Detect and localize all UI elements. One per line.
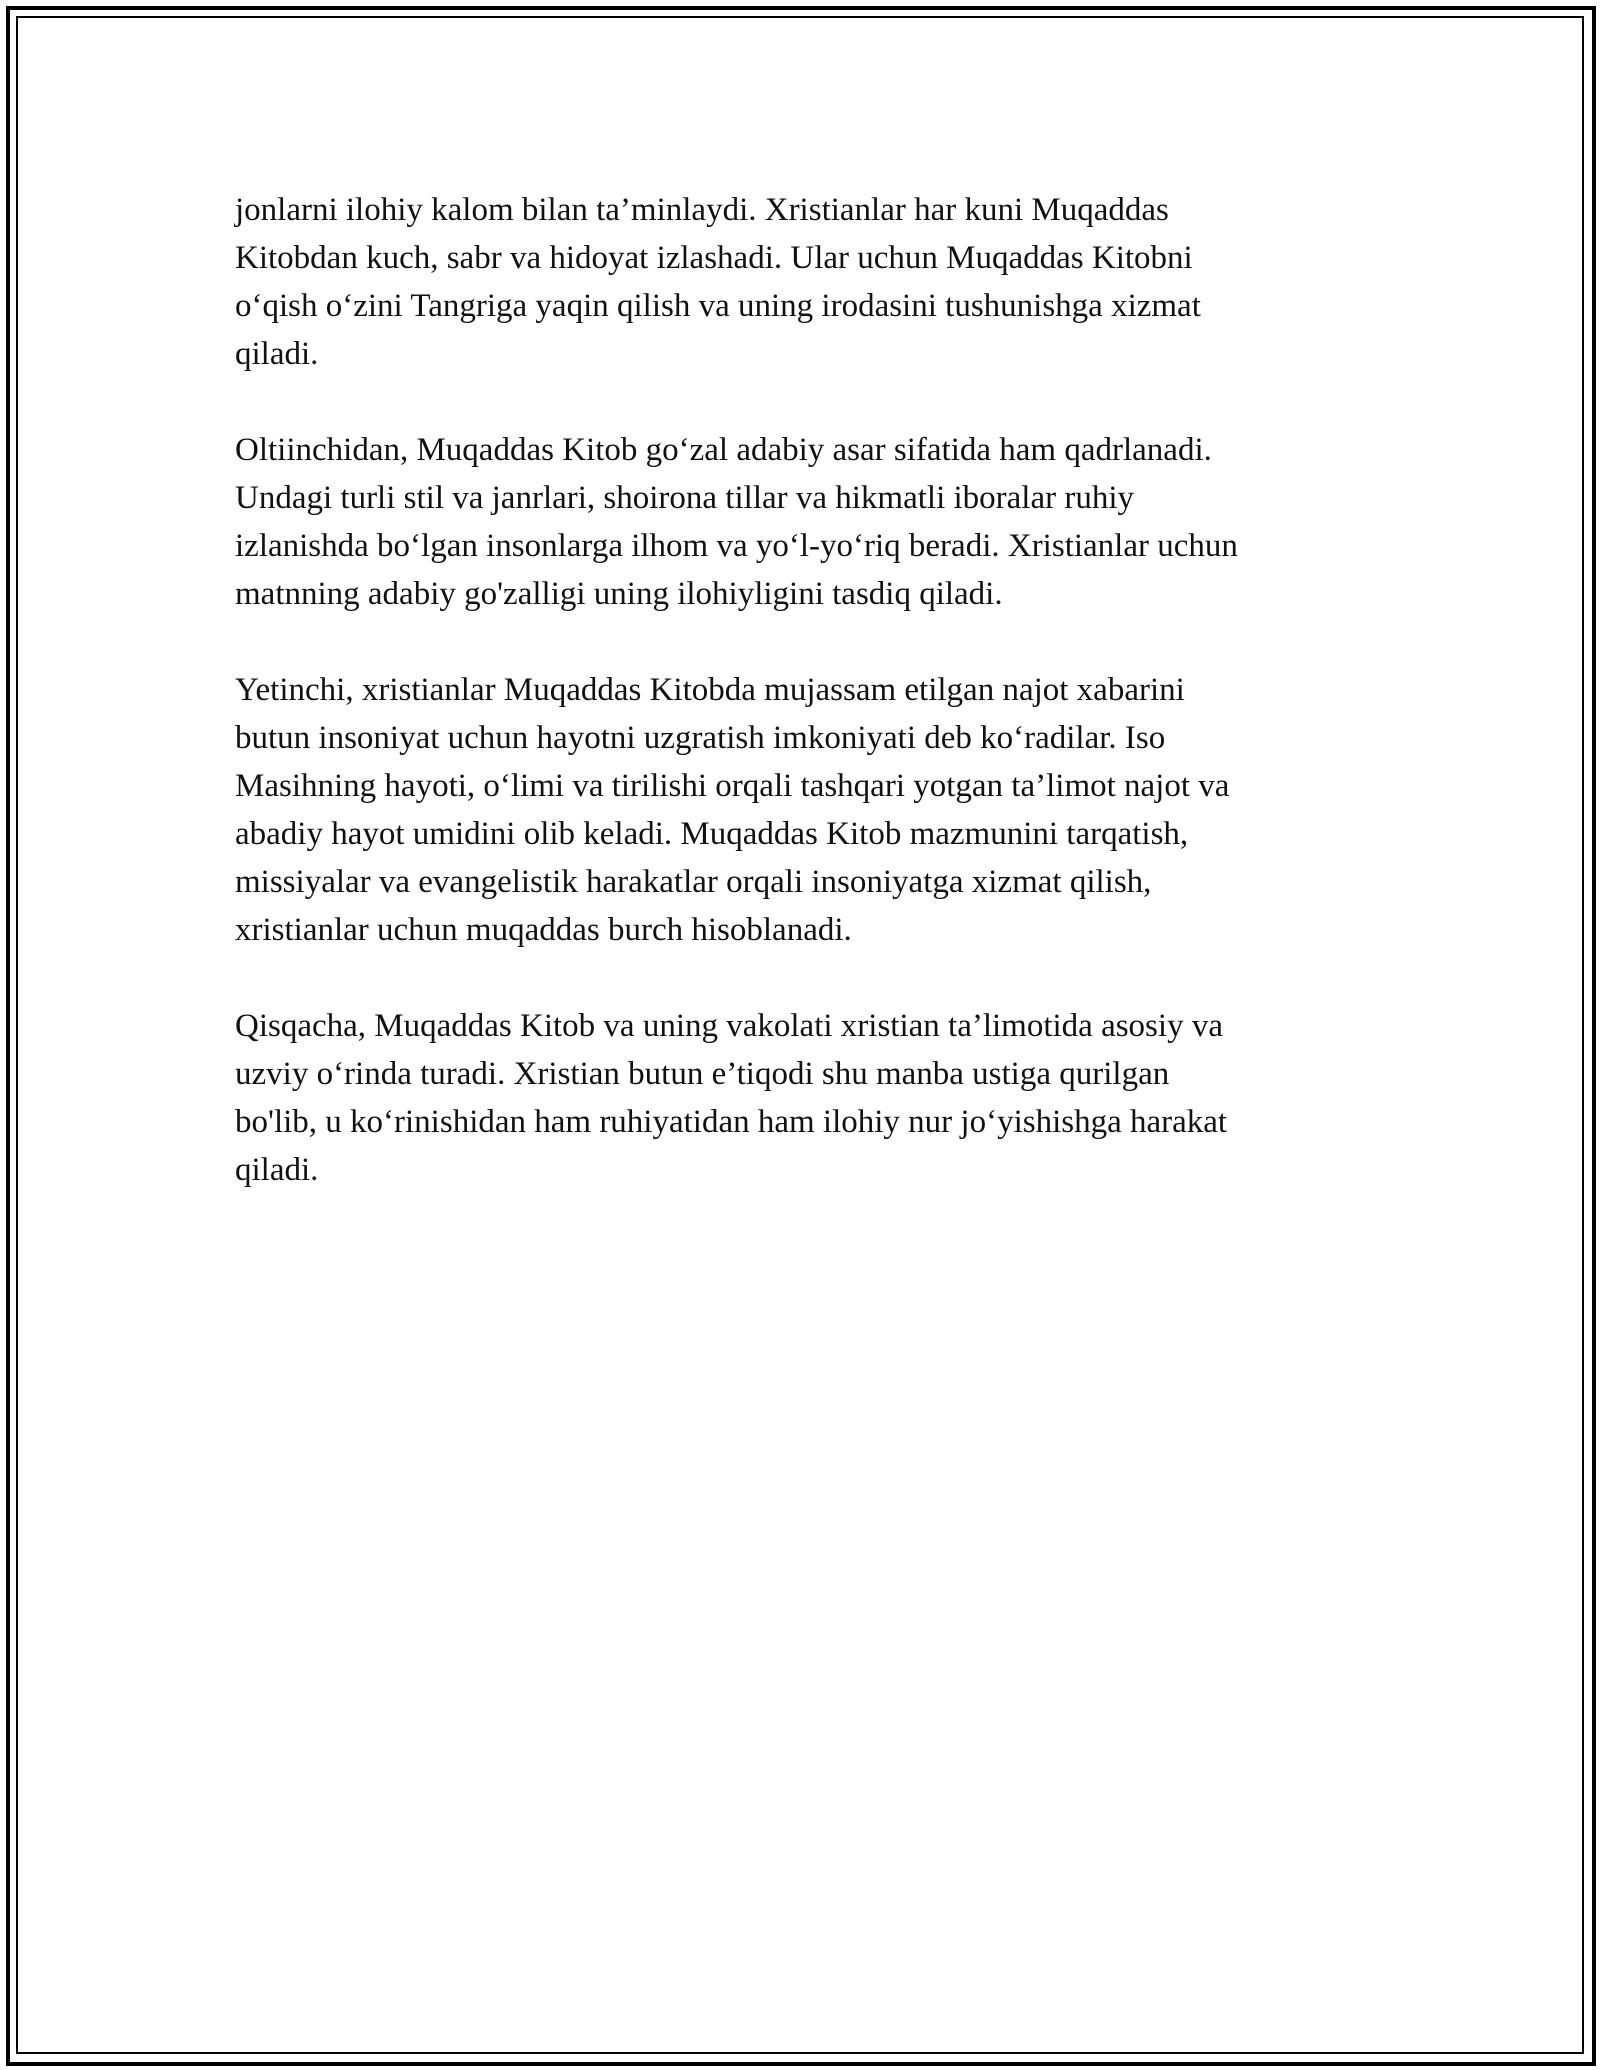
text-line: abadiy hayot umidini olib keladi. Muqaddas Kitob mazmunini tarqatish, (235, 816, 1189, 852)
text-line: Kitobdan kuch, sabr va hidoyat izlashadi. Ular uchun Muqaddas Kitobni (235, 240, 1193, 276)
text-line: jonlarni ilohiy kalom bilan ta’minlaydi. Xristianlar har kuni Muqaddas (235, 192, 1169, 228)
paragraph-3 (235, 666, 1365, 954)
text-line: Undagi turli stil va janrlari, shoirona tillar va hikmatli iboralar ruhiy (235, 480, 1135, 516)
text-line: izlanishda bo‘lgan insonlarga ilhom va yo‘l-yo‘riq beradi. Xristianlar uchun (235, 528, 1238, 564)
text-line: bo'lib, u ko‘rinishidan ham ruhiyatidan ham ilohiy nur jo‘yishishga harakat (235, 1104, 1228, 1140)
text-line: xristianlar uchun muqaddas burch hisoblanadi. (235, 912, 852, 948)
text-line: qiladi. (235, 336, 319, 372)
text-line: uzviy o‘rinda turadi. Xristian butun e’tiqodi shu manba ustiga qurilgan (235, 1056, 1170, 1092)
text-line: matnning adabiy go'zalligi uning ilohiyligini tasdiq qiladi. (235, 576, 1003, 612)
text-line: Yetinchi, xristianlar Muqaddas Kitobda mujassam etilgan najot xabarini (235, 672, 1185, 708)
text-line: butun insoniyat uchun hayotni uzgratish imkoniyati deb ko‘radilar. Iso (235, 720, 1166, 756)
paragraph-1 (235, 186, 1365, 378)
text-line: Qisqacha, Muqaddas Kitob va uning vakolati xristian ta’limotida asosiy va (235, 1008, 1223, 1044)
document-body (235, 186, 1365, 1242)
text-line: Oltiinchidan, Muqaddas Kitob go‘zal adabiy asar sifatida ham qadrlanadi. (235, 432, 1212, 468)
paragraph-2 (235, 426, 1365, 618)
paragraph-4 (235, 1002, 1365, 1194)
text-line: o‘qish o‘zini Tangriga yaqin qilish va uning irodasini tushunishga xizmat (235, 288, 1201, 324)
text-line: missiyalar va evangelistik harakatlar orqali insoniyatga xizmat qilish, (235, 864, 1152, 900)
text-line: qiladi. (235, 1152, 319, 1188)
text-line: Masihning hayoti, o‘limi va tirilishi orqali tashqari yotgan ta’limot najot va (235, 768, 1230, 804)
